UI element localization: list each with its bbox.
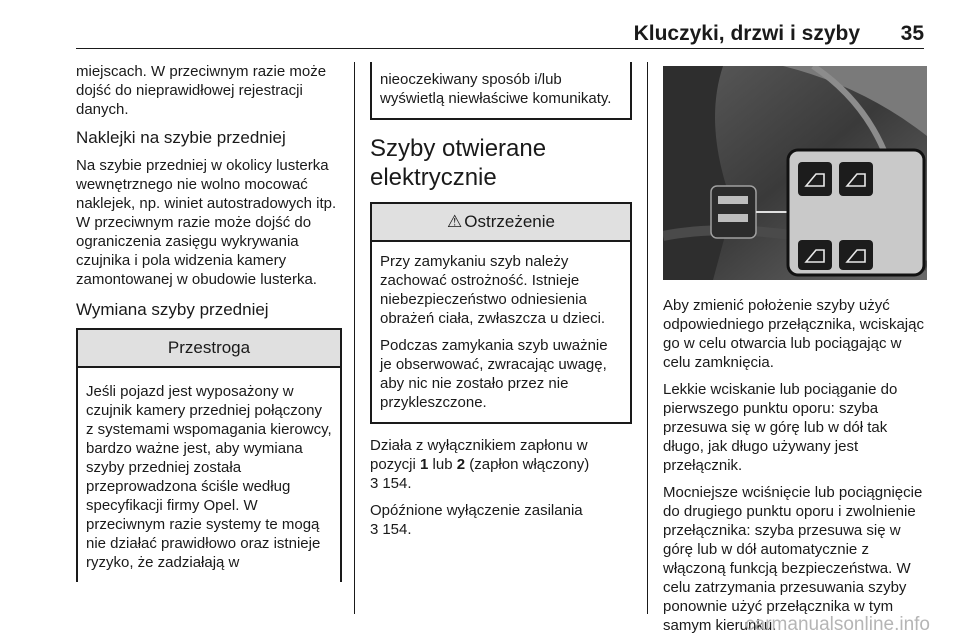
warning-header [372,204,630,242]
page-reference-link[interactable]: 154. [382,521,412,538]
delayed-power-text: Opóźnione wyłączenie zasilania [370,502,583,519]
page-reference-link[interactable]: 154. [382,475,412,492]
column-left [76,62,342,582]
header-rule [76,48,924,49]
column-divider-left [354,62,355,614]
continued-paragraph: miejscach. W przeciwnym razie może dojść do nieprawidłowej rejestracji danych. [76,63,327,118]
firm-press-paragraph: Mocniejsze wciśnięcie lub pociągnięcie do drugiego punktu oporu i zwolnienie przełącznika: szyba przesuwa się w górę lub w dół automatycznie z włączoną funkcją bezpieczeństwa. W celu zatrzymania przesuwania szyby ponownie użyć przełącznika w tym samym kierunku. [663,484,923,634]
watermark: carmanualsonline.info [745,614,930,635]
caution-box [76,328,342,582]
ignition-text: Działa z wyłącznikiem zapłonu w pozycji [370,437,588,473]
caution-title: Przestroga [78,330,340,368]
switch-usage-paragraph: Aby zmienić położenie szyby użyć odpowiedniego przełącznika, wciskając go w celu otwarcia lub pociągając w celu zamknięcia. [663,297,924,371]
page-ref-arrow-icon: 3 [370,521,379,538]
stickers-paragraph: Na szybie przedniej w okolicy lusterka wewnętrznego nie wolno mocować naklejek, np. winiet autostradowych itp. W przeciwnym razie może dojść do ograniczenia zasięgu wykrywania czujnika i pola widzenia kamery zamontowanej w obudowie lusterka. [76,157,337,288]
ignition-paragraph [370,436,632,493]
caution-box-continued [370,62,632,120]
heading-power-windows: Szyby otwierane elektrycznie [370,135,547,191]
heading-windshield-replacement: Wymiana szyby przedniej [76,300,269,319]
running-header-title: Kluczyki, drzwi i szyby [633,22,860,45]
column-right [663,62,927,643]
page-ref-arrow-icon: 3 [370,475,379,492]
delayed-power-paragraph [370,501,632,539]
column-middle [370,62,632,547]
ignition-position-2: 2 [456,456,466,473]
window-switch-photo [663,66,927,280]
warning-text-1: Przy zamykaniu szyb należy zachować ostrożność. Istnieje niebezpieczeństwo odniesienia obrażeń ciała, zwłaszcza u dzieci. [380,253,606,327]
ignition-position-1: 1 [420,456,429,473]
light-press-paragraph: Lekkie wciskanie lub pociąganie do pierwszego punktu oporu: szyba przesuwa się w górę lub w dół tak długo, jak długo używany jest przełącznik. [663,381,898,474]
warning-text-2: Podczas zamykania szyb uważnie je obserwować, zwracając uwagę, aby nic nie zostało przez nie przykleszczone. [380,337,608,411]
warning-icon: ⚠ [447,212,463,231]
warning-title: Ostrzeżenie [464,212,555,231]
heading-windshield-stickers: Naklejki na szybie przedniej [76,128,286,147]
page-number: 35 [900,22,924,45]
caution-text: Jeśli pojazd jest wyposażony w czujnik kamery przedniej połączony z systemami wspomagania kierowcy, bardzo ważne jest, aby wymiana szyby przedniej została przeprowadzona ściśle według specyfikacji firmy Opel. W przeciwnym razie systemy te mogą nie działać prawidłowo oraz istnieje ryzyko, że zadziałają w [86,383,332,571]
caution-continued-text: nieoczekiwany sposób i/lub wyświetlą niewłaściwe komunikaty. [380,71,612,107]
ignition-on-text: (zapłon włączony) [465,456,590,473]
column-divider-right [647,62,648,614]
ignition-or: lub [428,456,457,473]
warning-box [370,202,632,424]
